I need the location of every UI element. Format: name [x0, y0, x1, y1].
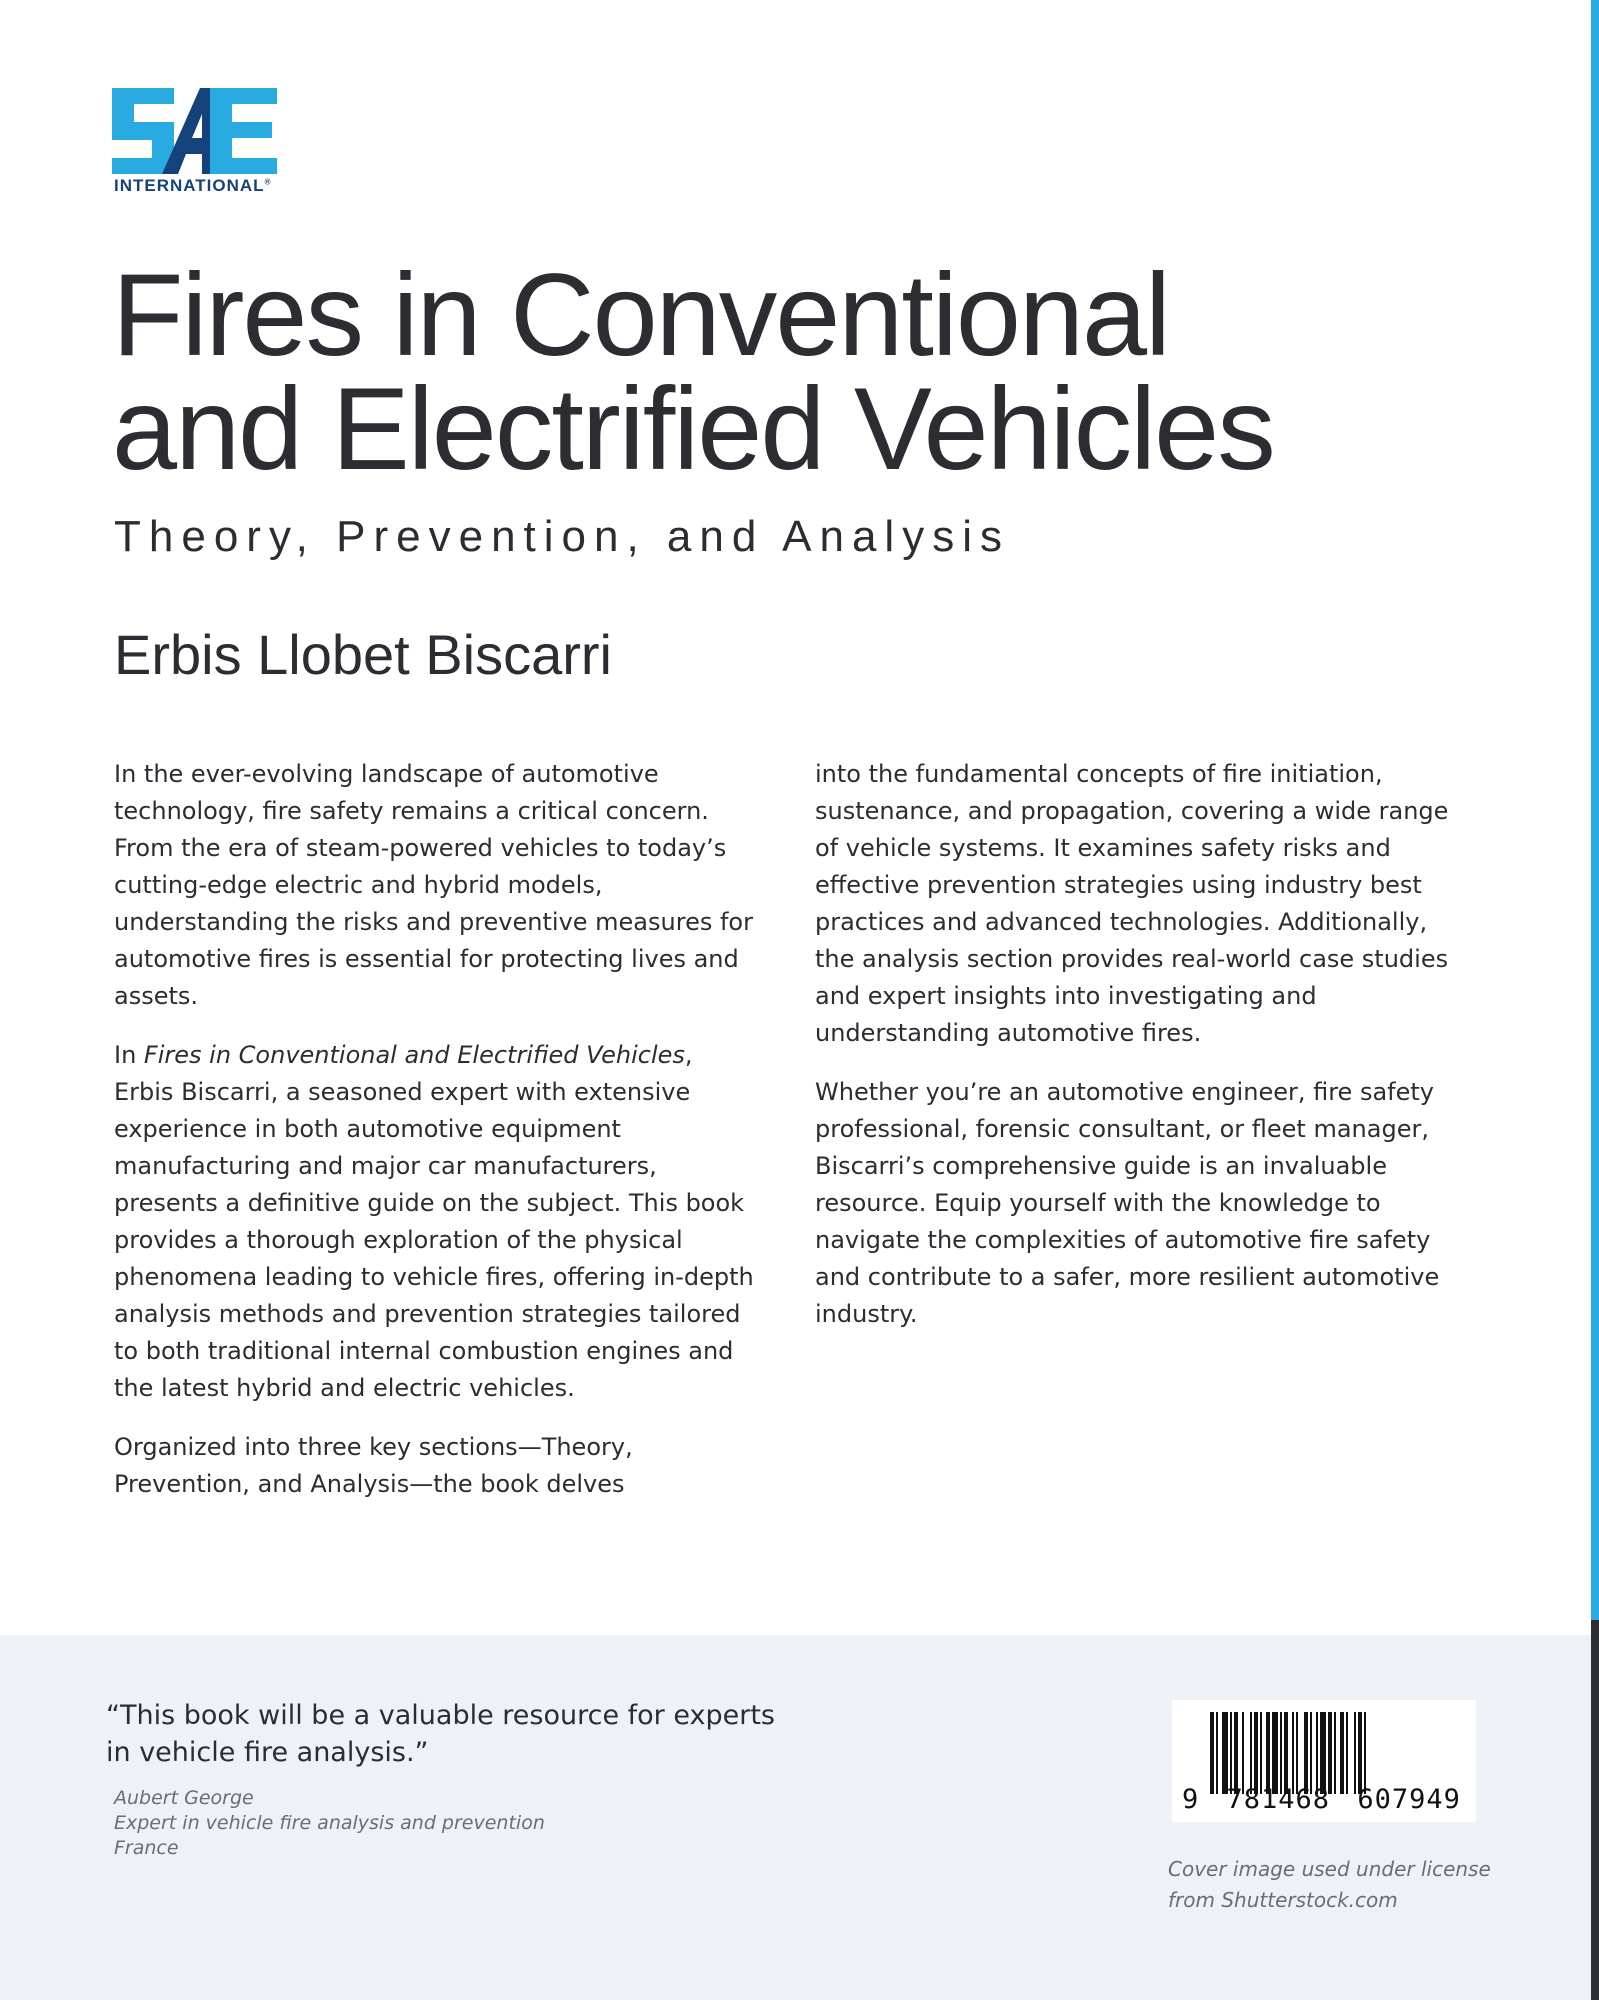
image-credit	[1168, 1854, 1491, 1916]
barcode-bar	[1280, 1712, 1282, 1794]
book-title	[112, 249, 1412, 494]
description-left-column	[114, 756, 754, 1525]
barcode-bar	[1260, 1712, 1262, 1794]
credit-line-1: Cover image used under license	[1168, 1857, 1491, 1881]
book-subtitle: Theory, Prevention, and Analysis	[114, 512, 1010, 561]
barcode-bar	[1266, 1712, 1270, 1794]
barcode-bar	[1230, 1712, 1232, 1794]
barcode-bar	[1222, 1712, 1228, 1794]
description-paragraph-5: Whether you’re an automotive engineer, fire safety professional, forensic consultant, or fleet manager, Biscarri’s comprehensive guide is an invaluable resource. Equip yourself with the knowledge to navigate the complexities of automotive fire safety and contribute to a safer, more resilient automotive industry.	[815, 1078, 1440, 1328]
barcode-bar	[1328, 1712, 1332, 1794]
credit-line-2: from Shutterstock.com	[1168, 1888, 1398, 1912]
title-line-2: and Electrified Vehicles	[112, 363, 1274, 494]
barcode-bar	[1254, 1712, 1258, 1794]
barcode-digit-group-2: 607949	[1357, 1784, 1461, 1815]
edge-strip-dark	[1591, 1620, 1599, 2000]
description-right-column	[815, 756, 1455, 1355]
barcode-bar	[1316, 1712, 1318, 1794]
book-title-italic: Fires in Conventional and Electrified Vehicles	[143, 1041, 685, 1069]
isbn-barcode	[1172, 1700, 1476, 1822]
barcode-digit-group-1: 781468	[1226, 1784, 1331, 1815]
barcode-bar	[1250, 1712, 1252, 1794]
barcode-bar	[1334, 1712, 1336, 1794]
barcode-bar	[1320, 1712, 1326, 1794]
barcode-bar	[1358, 1712, 1362, 1794]
barcode-bar	[1346, 1712, 1348, 1794]
barcode-bar	[1340, 1712, 1344, 1794]
barcode-bar	[1304, 1712, 1308, 1794]
sae-logo	[112, 88, 292, 198]
endorser-name: Aubert George	[114, 1787, 254, 1809]
description-paragraph-4: into the fundamental concepts of fire initiation, sustenance, and propagation, covering a wide range of vehicle systems. It examines safety risks and effective prevention strategies using industry best practices and advanced technologies. Additionally, the analysis section provides real-world case studies and expert insights into investigating and understanding automotive fires.	[815, 760, 1449, 1047]
logo-subtext: INTERNATIONAL®	[114, 176, 272, 195]
barcode-bar	[1292, 1712, 1294, 1794]
book-author: Erbis Llobet Biscarri	[114, 623, 612, 686]
barcode-bar	[1216, 1712, 1218, 1794]
endorser-role: Expert in vehicle fire analysis and prevention	[114, 1812, 545, 1834]
barcode-bar	[1354, 1712, 1356, 1794]
sae-logo-mark	[112, 88, 277, 174]
title-line-1: Fires in Conventional	[112, 249, 1170, 380]
endorser-country: France	[114, 1837, 179, 1859]
description-paragraph-2: In Fires in Conventional and Electrified Vehicles, Erbis Biscarri, a seasoned expert with extensive experience in both automotive equipment manufacturing and major car manufacturers, presents a definitive guide on the subject. This book provides a thorough exploration of the physical phenomena leading to vehicle fires, offering in-depth analysis methods and prevention strategies tailored to both traditional internal combustion engines and the latest hybrid and electric vehicles.	[114, 1041, 754, 1402]
barcode-bar	[1364, 1712, 1366, 1794]
barcode-bar	[1272, 1712, 1278, 1794]
endorsement-attribution	[114, 1786, 545, 1861]
description-paragraph-1: In the ever-evolving landscape of automotive technology, fire safety remains a critical concern. From the era of steam-powered vehicles to today’s cutting-edge electric and hybrid models, understanding the risks and preventive measures for automotive fires is essential for protecting lives and assets.	[114, 760, 753, 1010]
barcode-digit-lead: 9	[1182, 1784, 1200, 1815]
barcode-bars	[1210, 1712, 1442, 1794]
barcode-bar	[1210, 1712, 1214, 1794]
edge-strip	[1591, 0, 1599, 2000]
barcode-bar	[1284, 1712, 1288, 1794]
barcode-bar	[1310, 1712, 1312, 1794]
endorsement-quote: “This book will be a valuable resource for experts in vehicle fire analysis.”	[106, 1700, 775, 1768]
barcode-bar	[1296, 1712, 1298, 1794]
barcode-bar	[1234, 1712, 1238, 1794]
barcode-bar	[1242, 1712, 1244, 1794]
barcode-digits	[1182, 1784, 1472, 1815]
description-paragraph-3: Organized into three key sections—Theory, Prevention, and Analysis—the book delves	[114, 1433, 633, 1498]
